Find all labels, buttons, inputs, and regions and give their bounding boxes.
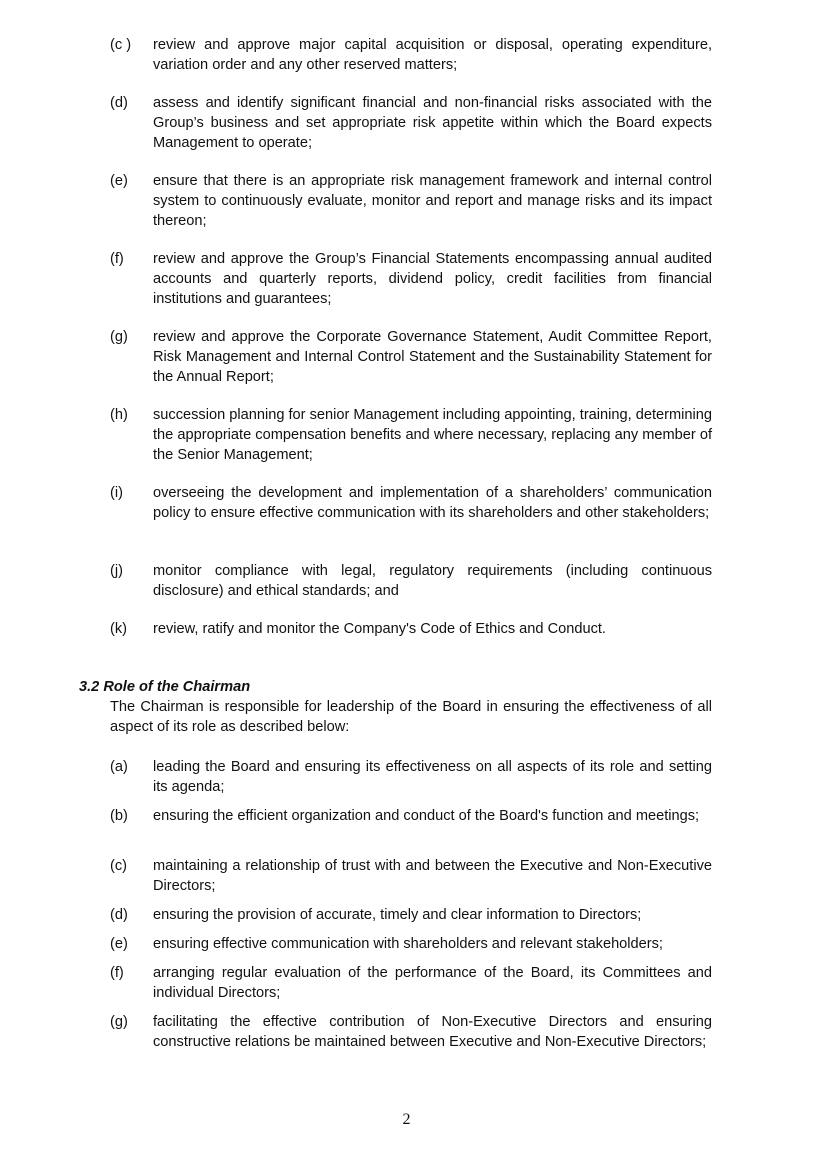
list-item [110,405,712,465]
list-item-text: leading the Board and ensuring its effectiveness on all aspects of its role and setting its agenda; [153,759,712,795]
list-item-text: ensure that there is an appropriate risk management framework and internal control system to continuously evaluate, monitor and report and manage risks and its impact thereon; [153,173,712,229]
list-marker: (c ) [110,37,132,53]
list-item [110,93,712,153]
list-item-text: ensuring the provision of accurate, timely and clear information to Directors; [153,907,642,923]
list-marker: (c) [110,858,128,874]
list-item [110,171,712,231]
list-item-text: facilitating the effective contribution of Non-Executive Directors and ensuring constructive relations be maintained between Executive and Non-Executive Directors; [153,1014,712,1050]
page-number: 2 [402,1111,411,1128]
list-item [110,561,712,601]
list-marker: (i) [110,485,123,501]
list-marker: (h) [110,407,128,423]
list-item-text: monitor compliance with legal, regulatory requirements (including continuous disclosure) and ethical standards; and [153,563,712,599]
list-item [110,963,712,1003]
list-item [110,619,712,639]
list-item [110,35,712,75]
list-item [110,806,712,826]
list-item-text: review and approve the Group’s Financial Statements encompassing annual audited accounts and quarterly reports, dividend policy, credit facilities from financial institutions and guarantees; [153,251,712,307]
list-item-text: ensuring effective communication with shareholders and relevant stakeholders; [153,936,663,952]
list-item-text: overseeing the development and implementation of a shareholders’ communication policy to ensure effective communication with its shareholders and other stakeholders; [153,485,712,521]
list-item [110,856,712,896]
list-item-text: review and approve major capital acquisition or disposal, operating expenditure, variation order and any other reserved matters; [153,37,712,73]
list-item-text: ensuring the efficient organization and conduct of the Board's function and meetings; [153,808,700,824]
list-marker: (b) [110,808,128,824]
list-item-text: succession planning for senior Management including appointing, training, determining the appropriate compensation benefits and where necessary, replacing any member of the Senior Management; [153,407,712,463]
list-item [110,483,712,523]
list-marker: (e) [110,936,128,952]
list-marker: (f) [110,965,124,981]
section-intro: The Chairman is responsible for leadership of the Board in ensuring the effectiveness of all aspect of its role as described below: [110,699,712,735]
list-marker: (g) [110,1014,128,1030]
list-item-text: assess and identify significant financial and non-financial risks associated with the Group’s business and set appropriate risk appetite within which the Board expects Management to operate; [153,95,712,151]
list-marker: (e) [110,173,128,189]
list-marker: (d) [110,95,128,111]
list-marker: (f) [110,251,124,267]
list-marker: (j) [110,563,123,579]
list-marker: (g) [110,329,128,345]
list-item-text: arranging regular evaluation of the performance of the Board, its Committees and individual Directors; [153,965,712,1001]
list-item [110,905,712,925]
list-item [110,327,712,387]
list-item-text: maintaining a relationship of trust with and between the Executive and Non-Executive Directors; [153,858,712,894]
list-item [110,757,712,797]
list-marker: (a) [110,759,128,775]
list-marker: (d) [110,907,128,923]
section-heading: 3.2 Role of the Chairman [79,679,251,695]
list-marker: (k) [110,621,128,637]
list-item [110,934,712,954]
list-item [110,249,712,309]
list-item-text: review, ratify and monitor the Company's Code of Ethics and Conduct. [153,621,606,637]
list-item-text: review and approve the Corporate Governance Statement, Audit Committee Report, Risk Management and Internal Control Statement and the Sustainability Statement for the Annual Report; [153,329,712,385]
list-item [110,1012,712,1052]
